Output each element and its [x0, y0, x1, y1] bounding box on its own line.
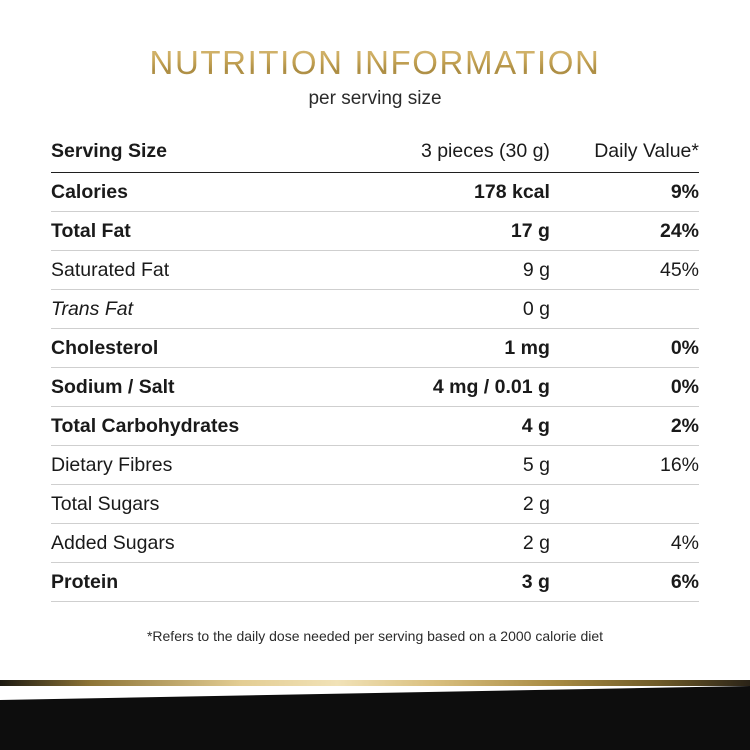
row-label: Added Sugars — [51, 524, 336, 563]
table-row — [51, 524, 699, 563]
row-label: Sodium / Salt — [51, 368, 336, 407]
row-label: Total Carbohydrates — [51, 407, 336, 446]
table-row — [51, 563, 699, 602]
row-amount: 1 mg — [336, 329, 550, 368]
table-row — [51, 329, 699, 368]
column-header-amount: 3 pieces (30 g) — [336, 136, 550, 173]
column-header-daily-value: Daily Value* — [550, 136, 699, 173]
table-row — [51, 407, 699, 446]
table-row — [51, 290, 699, 329]
row-amount: 9 g — [336, 251, 550, 290]
row-label: Total Fat — [51, 212, 336, 251]
row-amount: 5 g — [336, 446, 550, 485]
row-label: Saturated Fat — [51, 251, 336, 290]
column-header-label: Serving Size — [51, 136, 336, 173]
row-label: Dietary Fibres — [51, 446, 336, 485]
row-daily-value: 0% — [550, 368, 699, 407]
footer-band — [0, 686, 750, 750]
row-amount: 178 kcal — [336, 173, 550, 212]
label-header — [0, 0, 750, 110]
row-daily-value: 45% — [550, 251, 699, 290]
row-label: Total Sugars — [51, 485, 336, 524]
table-row — [51, 173, 699, 212]
row-daily-value: 6% — [550, 563, 699, 602]
row-amount: 0 g — [336, 290, 550, 329]
table-row — [51, 485, 699, 524]
row-daily-value — [550, 485, 699, 524]
row-daily-value: 16% — [550, 446, 699, 485]
table-row — [51, 251, 699, 290]
page-title: NUTRITION INFORMATION — [0, 44, 750, 82]
row-amount: 3 g — [336, 563, 550, 602]
table-row — [51, 212, 699, 251]
row-amount: 17 g — [336, 212, 550, 251]
table-row — [51, 368, 699, 407]
row-daily-value: 24% — [550, 212, 699, 251]
nutrition-table — [51, 136, 699, 602]
gold-divider — [0, 680, 750, 686]
footnote: *Refers to the daily dose needed per serving based on a 2000 calorie diet — [146, 628, 604, 644]
row-amount: 2 g — [336, 485, 550, 524]
row-amount: 4 g — [336, 407, 550, 446]
row-daily-value: 2% — [550, 407, 699, 446]
nutrition-table-wrap — [51, 136, 699, 644]
row-label-emphasis: Trans Fat — [51, 298, 133, 320]
page-subtitle: per serving size — [308, 88, 442, 109]
table-row — [51, 446, 699, 485]
table-header-row — [51, 136, 699, 173]
row-amount: 4 mg / 0.01 g — [336, 368, 550, 407]
nutrition-table-body — [51, 136, 699, 602]
row-daily-value: 9% — [550, 173, 699, 212]
row-daily-value: 0% — [550, 329, 699, 368]
row-daily-value: 4% — [550, 524, 699, 563]
row-label: Protein — [51, 563, 336, 602]
row-label: Cholesterol — [51, 329, 336, 368]
row-amount: 2 g — [336, 524, 550, 563]
row-daily-value — [550, 290, 699, 329]
row-label — [51, 290, 336, 329]
row-label: Calories — [51, 173, 336, 212]
